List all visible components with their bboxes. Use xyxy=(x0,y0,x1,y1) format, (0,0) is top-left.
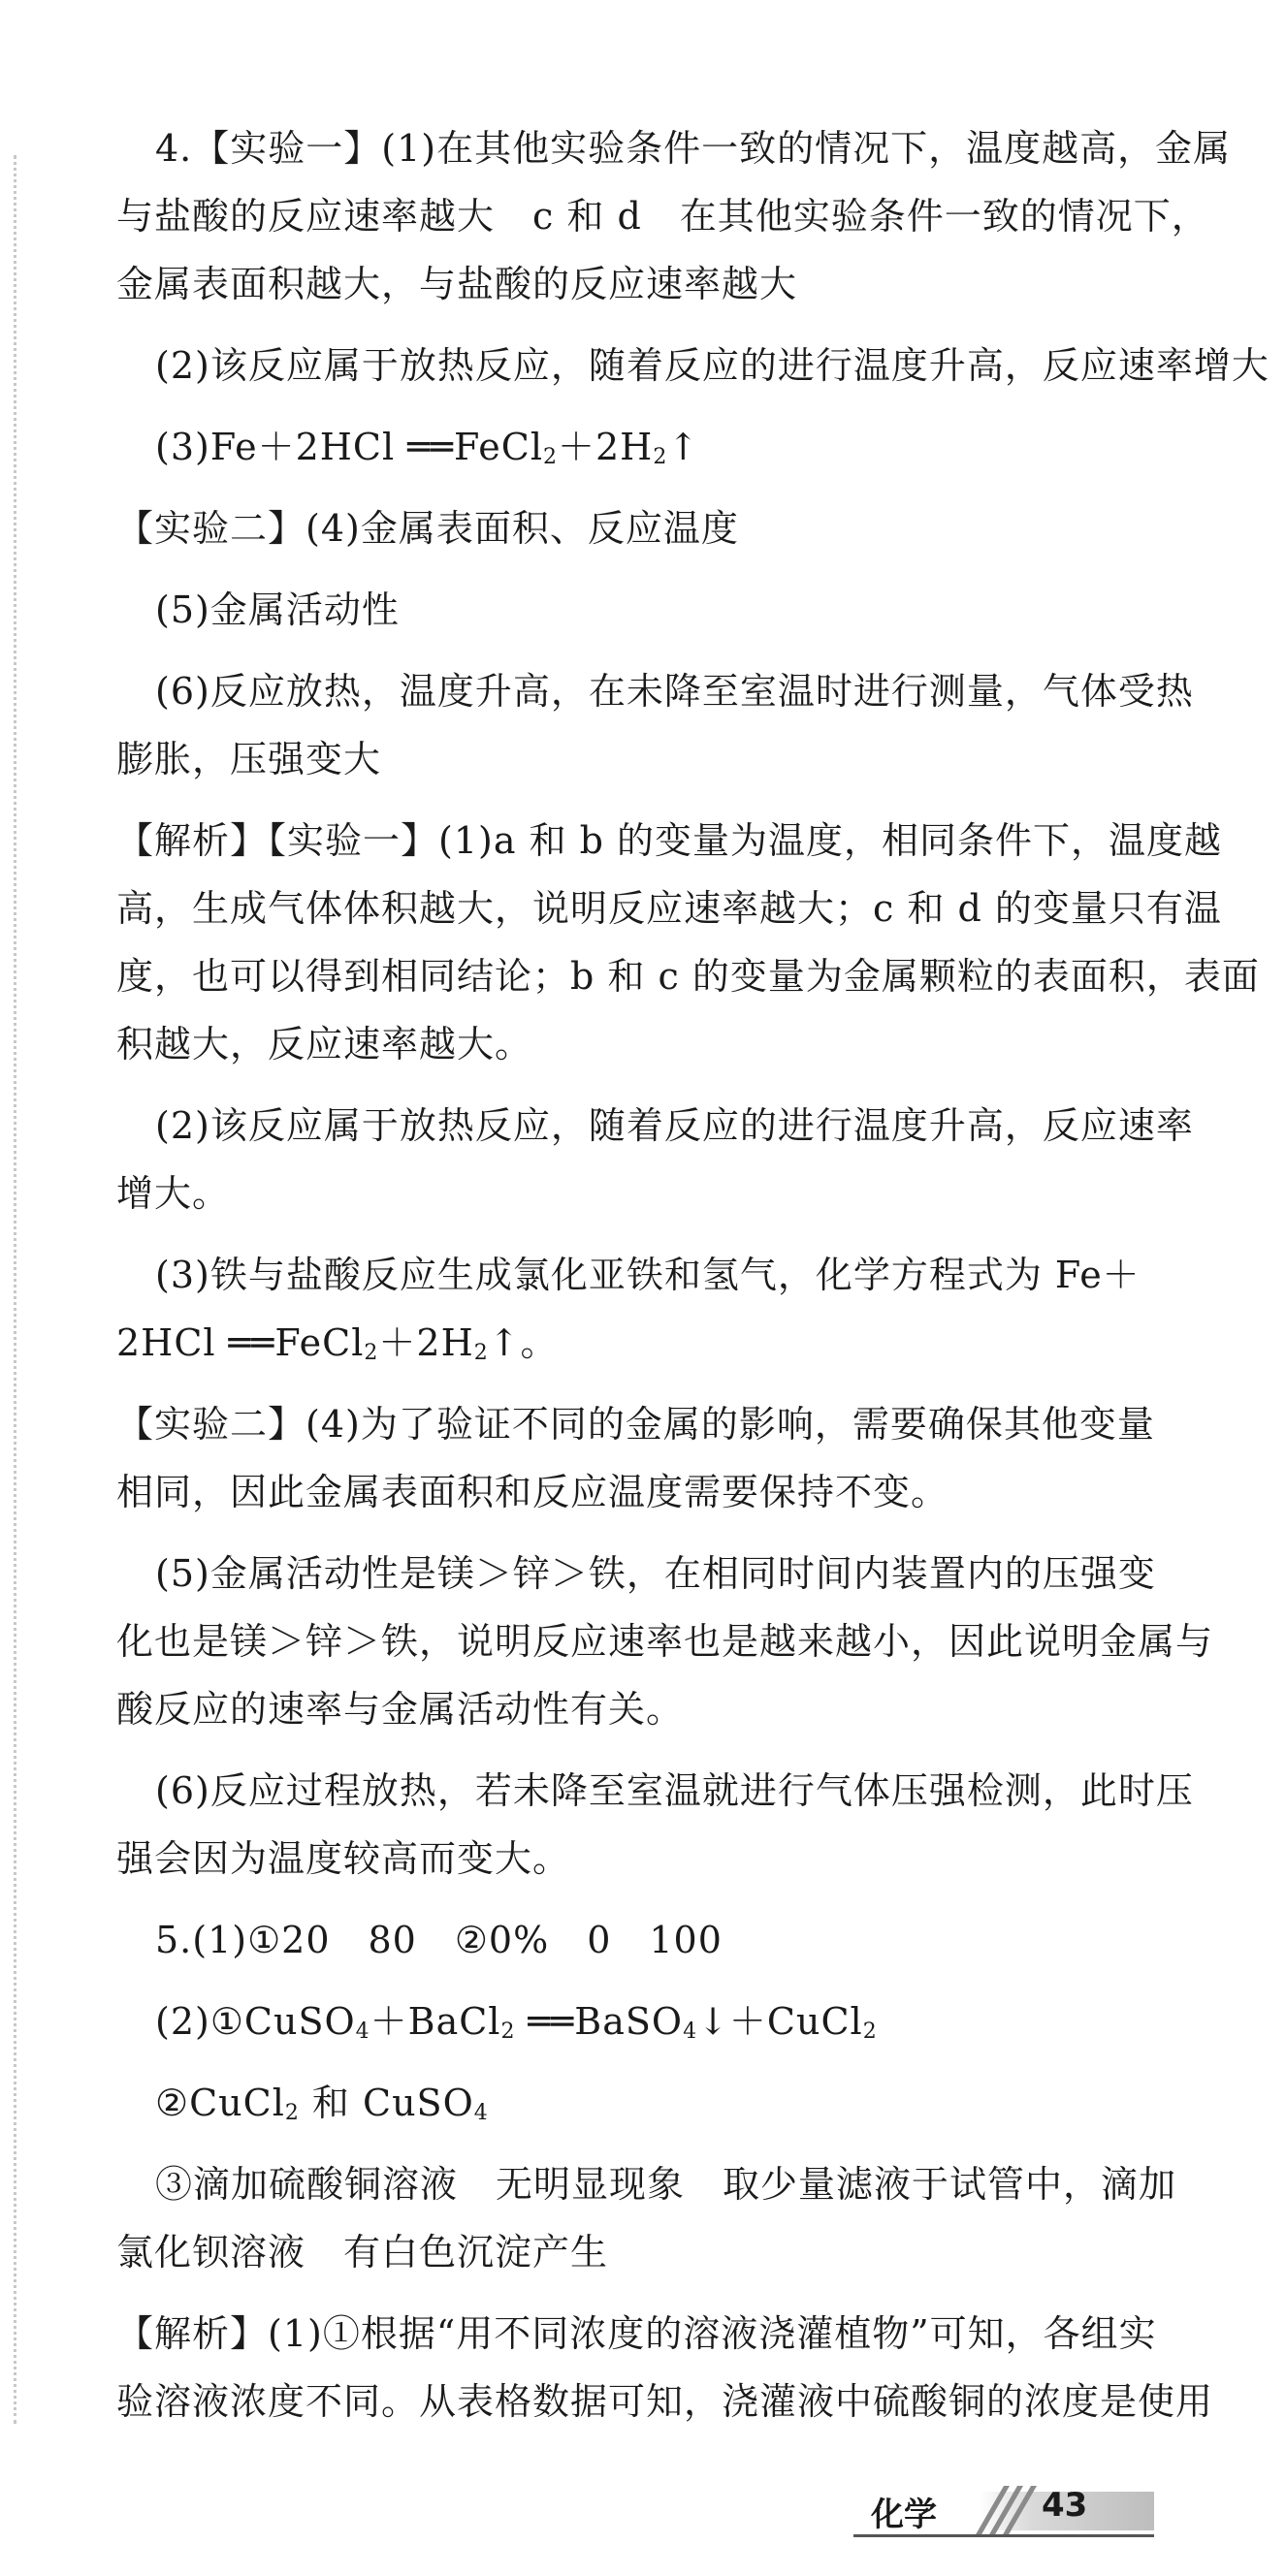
text-line: 度，也可以得到相同结论；b 和 c 的变量为金属颗粒的表面积，表面 xyxy=(116,955,1260,998)
text-line: 【解析】(1)①根据“用不同浓度的溶液浇灌植物”可知，各组实 xyxy=(116,2312,1157,2355)
text-line: 增大。 xyxy=(116,1172,231,1215)
text-line: 4.【实验一】(1)在其他实验条件一致的情况下，温度越高，金属 xyxy=(155,127,1232,170)
text-line: 与盐酸的反应速率越大 c 和 d 在其他实验条件一致的情况下， xyxy=(116,195,1209,238)
subscript: 2 xyxy=(284,2101,300,2125)
equation-part: ══BaSO xyxy=(515,2000,684,2043)
text-line: 强会因为温度较高而变大。 xyxy=(116,1837,571,1880)
equation-part: ↑ xyxy=(667,426,700,468)
text-line: 酸反应的速率与金属活动性有关。 xyxy=(116,1688,685,1731)
text-line: 5.(1)①20 80 ②0% 0 100 xyxy=(155,1919,723,1961)
subscript: 2 xyxy=(862,2019,878,2044)
subscript: 2 xyxy=(473,1341,489,1365)
subscript: 2 xyxy=(653,445,668,469)
subscript: 2 xyxy=(364,1341,379,1365)
subscript: 4 xyxy=(355,2019,370,2044)
formula-part: 和 CuSO xyxy=(299,2082,474,2124)
footer-underline xyxy=(853,2534,1154,2537)
text-line: (6)反应放热，温度升高，在未降至室温时进行测量，气体受热 xyxy=(155,670,1194,713)
text-line: 积越大，反应速率越大。 xyxy=(116,1023,533,1065)
equation-part: 2HCl ══FeCl xyxy=(116,1321,365,1364)
equation-part: ＋2H xyxy=(558,426,654,468)
formula-part: ②CuCl xyxy=(155,2082,285,2124)
text-line: (5)金属活动性是镁＞锌＞铁，在相同时间内装置内的压强变 xyxy=(155,1552,1156,1595)
margin-rule xyxy=(14,155,16,2424)
text-line: 氯化钡溶液 有白色沉淀产生 xyxy=(116,2231,609,2274)
page-footer xyxy=(795,2482,1144,2536)
answer-content xyxy=(116,114,1270,2435)
subscript: 2 xyxy=(500,2019,516,2044)
text-line: 验溶液浓度不同。从表格数据可知，浇灌液中硫酸铜的浓度是使用 xyxy=(116,2380,1214,2423)
text-line: 金属表面积越大，与盐酸的反应速率越大 xyxy=(116,263,798,305)
text-line: (6)反应过程放热，若未降至室温就进行气体压强检测，此时压 xyxy=(155,1769,1194,1812)
equation-line xyxy=(116,1988,1144,2055)
equation-line xyxy=(116,1309,1144,1377)
equation-part: ＋2H xyxy=(378,1321,474,1364)
equation-part: (2)①CuSO xyxy=(155,2000,356,2043)
subscript: 4 xyxy=(473,2101,489,2125)
text-line: (2)该反应属于放热反应，随着反应的进行温度升高，反应速率 xyxy=(155,1104,1194,1147)
subscript: 4 xyxy=(683,2019,698,2044)
equation-part: ↓＋CuCl xyxy=(697,2000,863,2043)
equation-line xyxy=(116,413,1144,481)
equation-part: ＋BaCl xyxy=(370,2000,501,2043)
subscript: 2 xyxy=(543,445,558,469)
text-line: 高，生成气体体积越大，说明反应速率越大；c 和 d 的变量只有温 xyxy=(116,887,1222,930)
text-line: 【实验二】(4)为了验证不同的金属的影响，需要确保其他变量 xyxy=(116,1403,1155,1446)
text-line: 【实验二】(4)金属表面积、反应温度 xyxy=(116,507,739,550)
text-line: (5)金属活动性 xyxy=(155,588,400,631)
text-line: 化也是镁＞锌＞铁，说明反应速率也是越来越小，因此说明金属与 xyxy=(116,1620,1214,1663)
formula-line xyxy=(116,2069,1144,2137)
page-number: 43 xyxy=(1042,2486,1088,2525)
text-line: 【解析】【实验一】(1)a 和 b 的变量为温度，相同条件下，温度越 xyxy=(116,819,1223,862)
text-line: (2)该反应属于放热反应，随着反应的进行温度升高，反应速率增大 xyxy=(155,344,1270,387)
equation-part: ↑。 xyxy=(488,1321,559,1364)
equation-part: (3)Fe＋2HCl ══FeCl xyxy=(155,426,543,468)
footer-subject: 化学 xyxy=(871,2496,937,2534)
text-line: (3)铁与盐酸反应生成氯化亚铁和氢气，化学方程式为 Fe＋ xyxy=(155,1254,1141,1296)
text-line: 膨胀，压强变大 xyxy=(116,738,382,780)
text-line: 相同，因此金属表面积和反应温度需要保持不变。 xyxy=(116,1471,949,1513)
text-line: ③滴加硫酸铜溶液 无明显现象 取少量滤液于试管中，滴加 xyxy=(155,2163,1177,2206)
